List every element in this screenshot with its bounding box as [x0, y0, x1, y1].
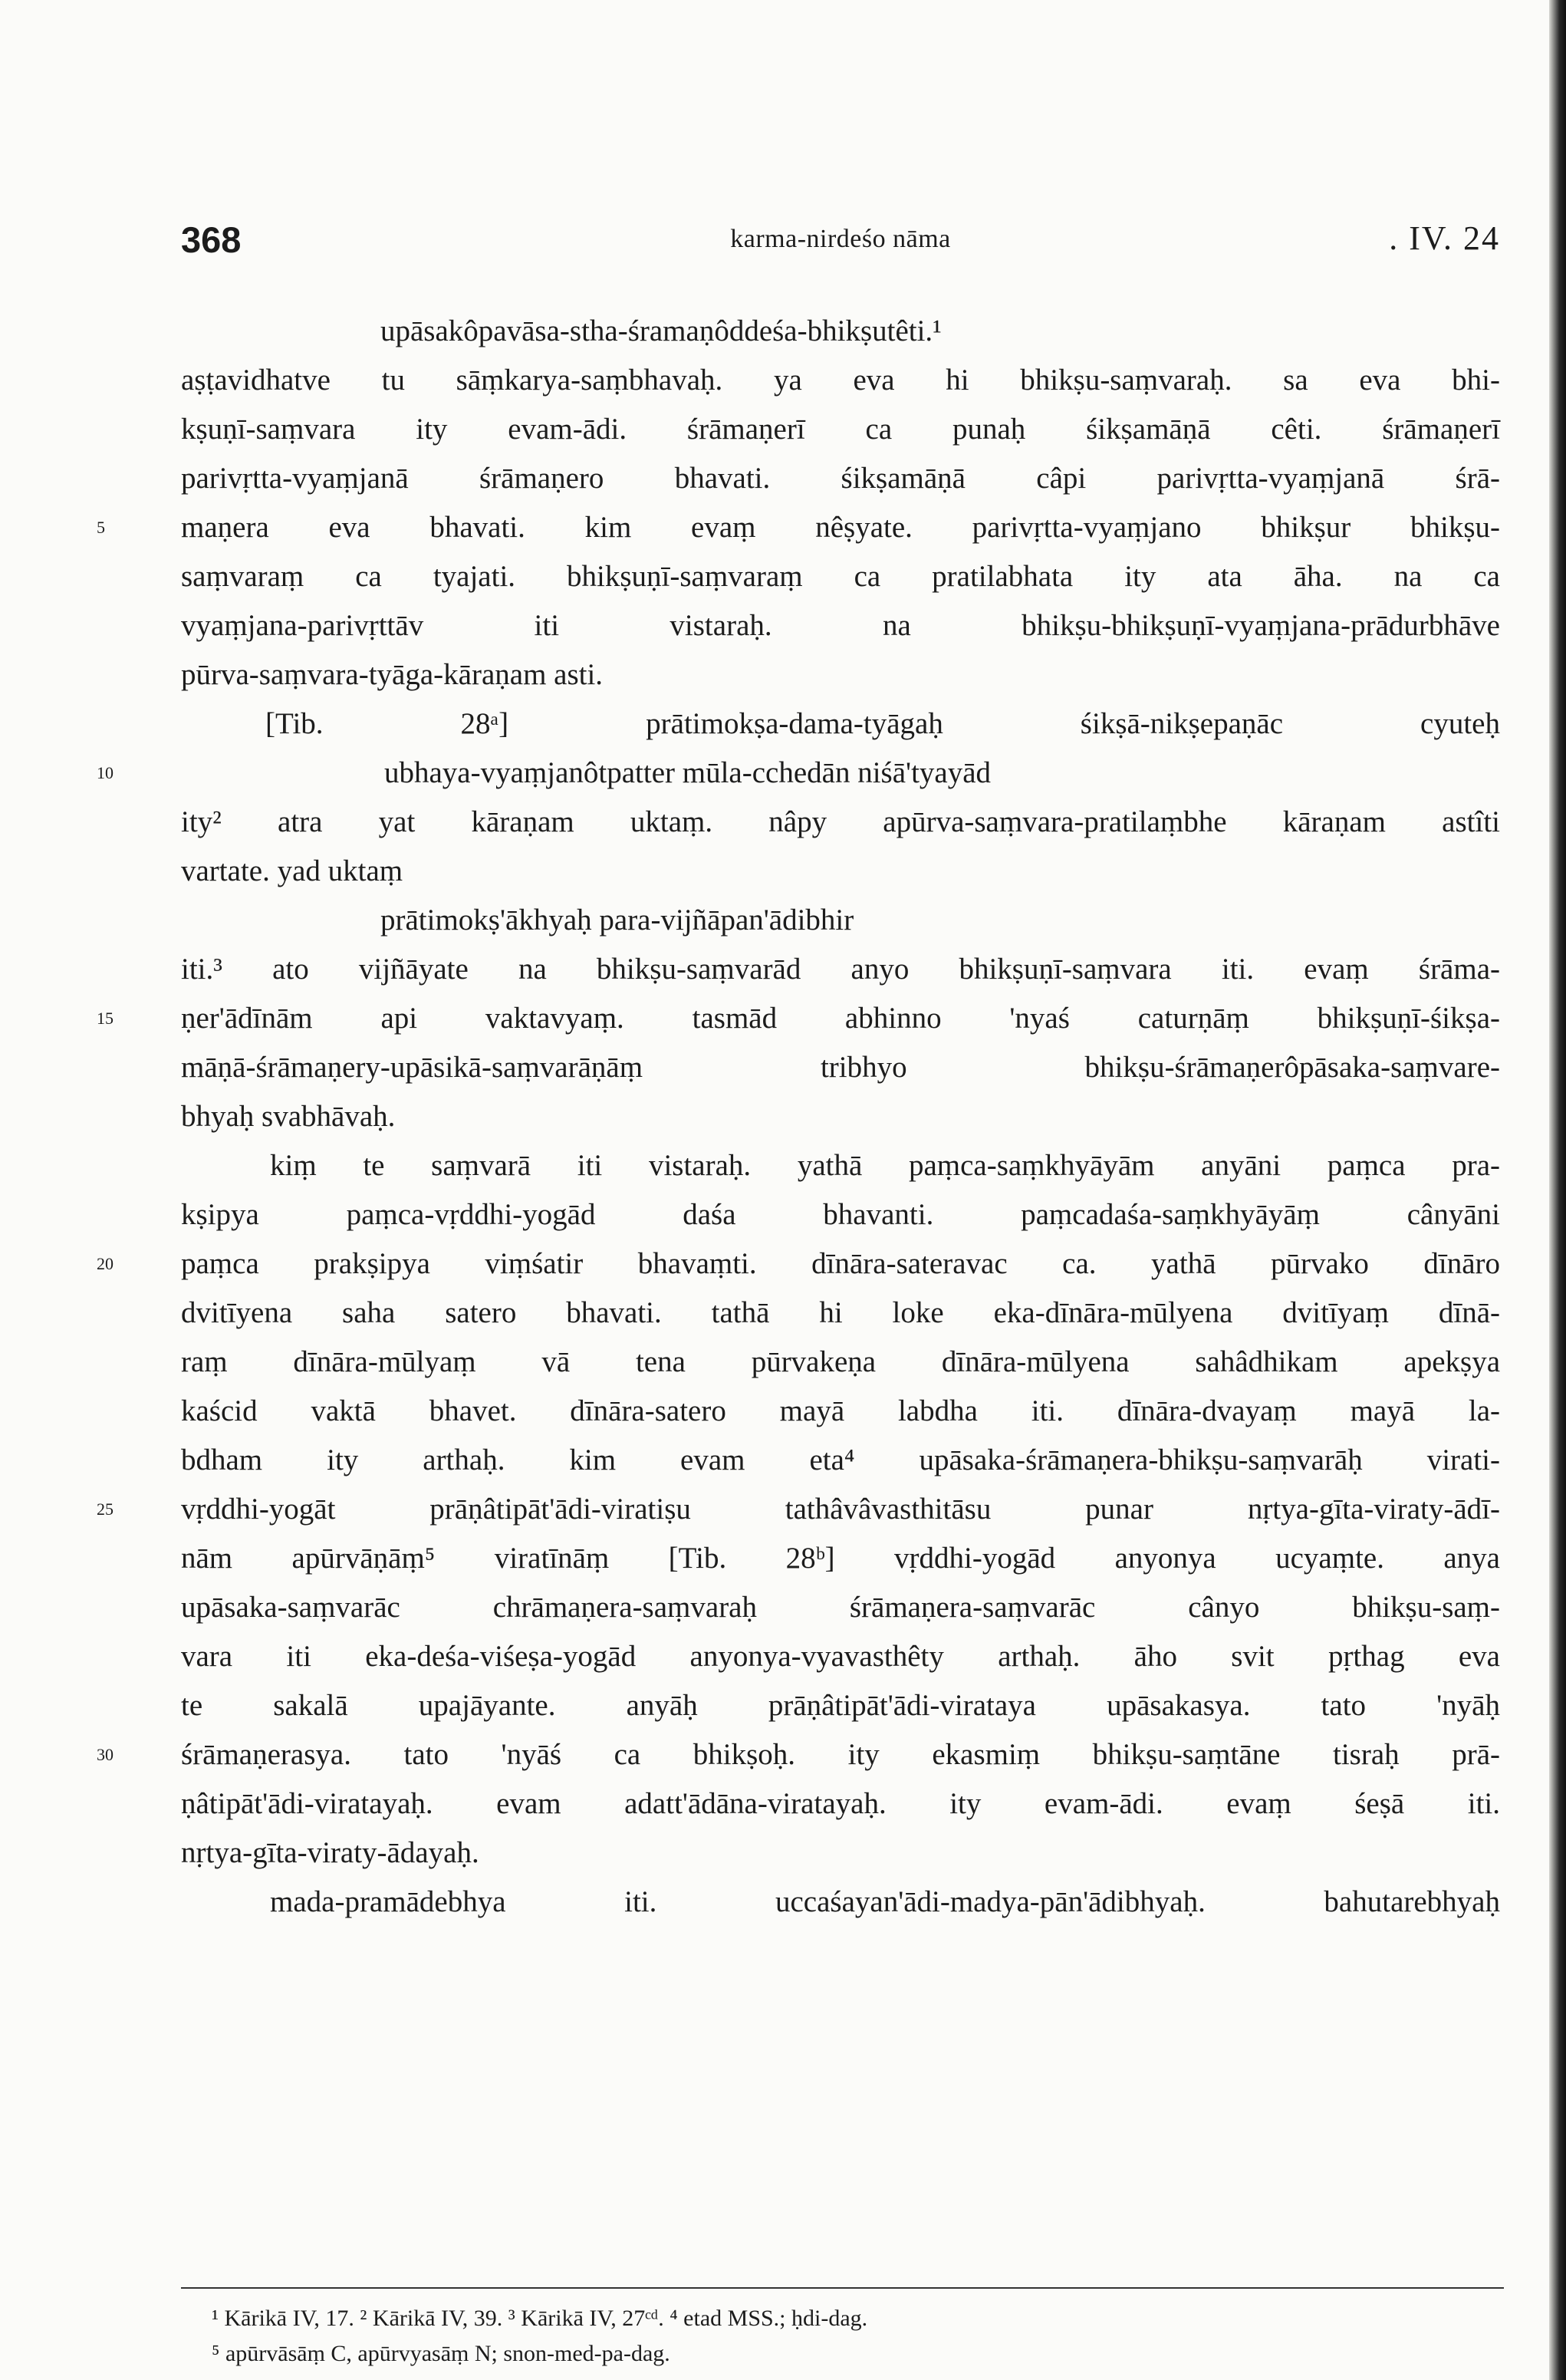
running-title: karma-nirdeśo nāma: [730, 225, 951, 253]
text-line: [181, 1289, 1500, 1338]
text-line: [181, 405, 1500, 454]
line-text: pūrva-saṃvara-tyāga-kāraṇam asti.: [181, 658, 604, 691]
line-text: kṣipya paṃca-vṛddhi-yogād daśa bhavanti. paṃcadaśa-saṃkhyāyāṃ cânyāni: [181, 1198, 1500, 1231]
line-number: 10: [97, 763, 114, 782]
footnote: ⁵ apūrvāsāṃ C, apūrvyasāṃ N; snon-med-pa-dag.: [212, 2341, 670, 2366]
text-line: [181, 650, 1500, 700]
line-number: 30: [97, 1745, 114, 1764]
text-line: [97, 994, 1500, 1043]
text-line: [181, 307, 1500, 356]
section-number: . IV. 24: [1389, 219, 1500, 257]
line-text: vyaṃjana-parivṛttāv iti vistaraḥ. na bhikṣu-bhikṣuṇī-vyaṃjana-prādurbhāve: [181, 609, 1500, 642]
text-line: [181, 1779, 1500, 1829]
line-text: śrāmaṇerasya. tato 'nyāś ca bhikṣoḥ. ity ekasmiṃ bhikṣu-saṃtāne tisraḥ prā-: [181, 1738, 1500, 1771]
page-number: 368: [181, 219, 242, 260]
line-text: iti.³ ato vijñāyate na bhikṣu-saṃvarād anyo bhikṣuṇī-saṃvara iti. evaṃ śrāma-: [181, 953, 1500, 986]
line-text: [Tib. 28ᵃ] prātimokṣa-dama-tyāgaḥ śikṣā-nikṣepaṇāc cyuteḥ: [265, 707, 1500, 740]
text-line: [97, 1730, 1500, 1779]
text-line: [181, 945, 1500, 994]
line-text: mada-pramādebhya iti. uccaśayan'ādi-madya-pān'ādibhyaḥ. bahutarebhyaḥ: [270, 1885, 1500, 1918]
line-text: vṛddhi-yogāt prāṇâtipāt'ādi-viratiṣu tathâvâvasthitāsu punar nṛtya-gīta-viraty-ādī-: [181, 1493, 1500, 1526]
line-text: ṇâtipāt'ādi-viratayaḥ. evam adatt'ādāna-viratayaḥ. ity evam-ādi. evaṃ śeṣā iti.: [181, 1787, 1500, 1820]
line-text: ubhaya-vyaṃjanôtpatter mūla-cchedān niśā'tyayād: [384, 756, 992, 789]
text-line: [181, 1583, 1500, 1632]
line-text: parivṛtta-vyaṃjanā śrāmaṇero bhavati. śikṣamāṇā câpi parivṛtta-vyaṃjanā śrā-: [181, 462, 1500, 495]
line-text: maṇera eva bhavati. kim evaṃ nêṣyate. parivṛtta-vyaṃjano bhikṣur bhikṣu-: [181, 511, 1500, 544]
text-line: [181, 1043, 1500, 1092]
running-header: [181, 219, 1500, 272]
line-text: kaścid vaktā bhavet. dīnāra-satero mayā labdha iti. dīnāra-dvayaṃ mayā la-: [181, 1394, 1500, 1427]
text-line: [181, 1190, 1500, 1239]
text-line: [97, 1485, 1500, 1534]
line-text: māṇā-śrāmaṇery-upāsikā-saṃvarāṇāṃ tribhyo bhikṣu-śrāmaṇerôpāsaka-saṃvare-: [181, 1051, 1500, 1084]
line-text: saṃvaraṃ ca tyajati. bhikṣuṇī-saṃvaraṃ ca pratilabhata ity ata āha. na ca: [181, 560, 1500, 593]
line-text: aṣṭavidhatve tu sāṃkarya-saṃbhavaḥ. ya eva hi bhikṣu-saṃvaraḥ. sa eva bhi-: [181, 364, 1500, 397]
line-text: dvitīyena saha satero bhavati. tathā hi loke eka-dīnāra-mūlyena dvitīyaṃ dīnā-: [181, 1296, 1500, 1329]
footnotes: [212, 2301, 1500, 2372]
text-line: [97, 1239, 1500, 1289]
line-text: vartate. yad uktaṃ: [181, 854, 403, 887]
line-text: raṃ dīnāra-mūlyaṃ vā tena pūrvakeṇa dīnāra-mūlyena sahâdhikam apekṣya: [181, 1345, 1500, 1378]
line-text: bdham ity arthaḥ. kim evam eta⁴ upāsaka-śrāmaṇera-bhikṣu-saṃvarāḥ virati-: [181, 1443, 1500, 1476]
text-line: [181, 454, 1500, 503]
page-edge-shadow: [1549, 0, 1566, 2380]
text-line: [181, 1829, 1500, 1878]
footnote: ¹ Kārikā IV, 17. ² Kārikā IV, 39. ³ Kārikā IV, 27ᶜᵈ. ⁴ etad MSS.; ḥdi-dag.: [212, 2306, 868, 2331]
text-line: [181, 1534, 1500, 1583]
line-number: 5: [97, 518, 105, 537]
text-line: [181, 1338, 1500, 1387]
line-number: 20: [97, 1254, 114, 1273]
line-text: ity² atra yat kāraṇam uktaṃ. nâpy apūrva-saṃvara-pratilaṃbhe kāraṇam astîti: [181, 805, 1500, 838]
line-number: 25: [97, 1499, 114, 1519]
text-line: [181, 1092, 1500, 1141]
text-line: [97, 503, 1500, 552]
text-line: [181, 1141, 1500, 1190]
line-text: upāsaka-saṃvarāc chrāmaṇera-saṃvaraḥ śrāmaṇera-saṃvarāc cânyo bhikṣu-saṃ-: [181, 1591, 1500, 1624]
text-line: [181, 798, 1500, 847]
text-line: [181, 356, 1500, 405]
text-line: [181, 847, 1500, 896]
text-line: [181, 1387, 1500, 1436]
text-line: [181, 1632, 1500, 1681]
line-text: te sakalā upajāyante. anyāḥ prāṇâtipāt'ādi-virataya upāsakasya. tato 'nyāḥ: [181, 1689, 1500, 1722]
text-line: [181, 552, 1500, 601]
line-text: ṇer'ādīnām api vaktavyaṃ. tasmād abhinno 'nyaś caturṇāṃ bhikṣuṇī-śikṣa-: [181, 1002, 1500, 1035]
line-number: 15: [97, 1009, 114, 1028]
line-text: upāsakôpavāsa-stha-śramaṇôddeśa-bhikṣutêti.¹: [380, 314, 942, 347]
footnote-rule: [181, 2287, 1504, 2289]
text-line: [181, 1436, 1500, 1485]
text-line: [181, 1878, 1500, 1927]
line-text: nām apūrvāṇāṃ⁵ viratīnāṃ [Tib. 28ᵇ] vṛddhi-yogād anyonya ucyaṃte. anya: [181, 1542, 1500, 1575]
line-text: kiṃ te saṃvarā iti vistaraḥ. yathā paṃca-saṃkhyāyām anyāni paṃca pra-: [270, 1149, 1500, 1182]
text-line: [97, 749, 1500, 798]
text-line: [181, 896, 1500, 945]
line-text: prātimokṣ'ākhyaḥ para-vijñāpan'ādibhir: [380, 904, 854, 937]
line-text: bhyaḥ svabhāvaḥ.: [181, 1100, 396, 1133]
line-text: vara iti eka-deśa-viśeṣa-yogād anyonya-vyavasthêty arthaḥ. āho svit pṛthag eva: [181, 1640, 1500, 1673]
text-line: [181, 700, 1500, 749]
line-text: kṣuṇī-saṃvara ity evam-ādi. śrāmaṇerī ca punaḥ śikṣamāṇā cêti. śrāmaṇerī: [181, 413, 1500, 446]
line-text: paṃca prakṣipya viṃśatir bhavaṃti. dīnāra-sateravac ca. yathā pūrvako dīnāro: [181, 1247, 1500, 1280]
text-line: [181, 601, 1500, 650]
text-line: [181, 1681, 1500, 1730]
main-text: [97, 307, 1500, 1927]
line-text: nṛtya-gīta-viraty-ādayaḥ.: [181, 1836, 479, 1869]
